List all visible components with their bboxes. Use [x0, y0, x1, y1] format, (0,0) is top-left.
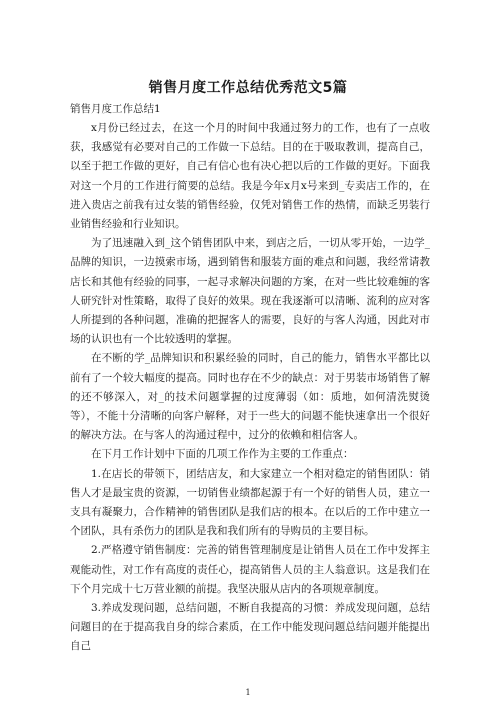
paragraph: 2.严格遵守销售制度：完善的销售管理制度是让销售人员在工作中发挥主观能动性，对工作有高度的责任心，提高销售人员的主人翁意识。这是我们在下个月完成十七万营业额的前提。我坚决服从店内的各项规章制度。 [70, 544, 430, 595]
paragraph: 3.养成发现问题，总结问题，不断自我提高的习惯：养成发现问题，总结问题目的在于提高我自身的综合素质，在工作中能发现问题总结问题并能提出自己 [70, 602, 430, 653]
paragraph: x月份已经过去，在这一个月的时间中我通过努力的工作，也有了一点收获，我感觉有必要对自己的工作做一下总结。目的在于吸取教训，提高自己，以至于把工作做的更好，自己有信心也有决心把以后的工作做的更好。下面我对这一个月的工作进行简要的总结。我是今年x月x号来到_专卖店工作的，在进入贵店之前我有过女装的销售经验，仅凭对销售工作的热情，而缺乏男装行业销售经验和行业知识。 [70, 122, 430, 231]
document-body [70, 119, 430, 657]
document-title: 销售月度工作总结优秀范文5篇 [148, 80, 348, 96]
paragraph: 在不断的学_品牌知识和积累经验的同时，自己的能力，销售水平都比以前有了一个较大幅度的提高。同时也存在不少的缺点：对于男装市场销售了解的还不够深入，对_的技术问题掌握的过度薄弱（如：质地，如何清洗熨烫等），不能十分清晰的向客户解释，对于一些大的问题不能快速拿出一个很好的解决方法。在与客人的沟通过程中，过分的依赖和相信客人。 [70, 352, 430, 442]
paragraph: 在下月工作计划中下面的几项工作作为主要的工作重点： [91, 448, 354, 461]
page-number: 1 [245, 688, 251, 697]
section-heading: 销售月度工作总结1 [70, 103, 161, 115]
paragraph: 1.在店长的带领下，团结店友，和大家建立一个相对稳定的销售团队：销售人才是最宝贵的资源，一切销售业绩都起源于有一个好的销售人员，建立一支具有凝聚力，合作精神的销售团队是我们店的根本。在以后的工作中建立一个团队，具有杀伤力的团队是我和我们所有的导购员的主要目标。 [70, 467, 430, 538]
paragraph: 为了迅速融入到_这个销售团队中来，到店之后，一切从零开始，一边学_品牌的知识，一边摸索市场，遇到销售和服装方面的难点和问题，我经常请教店长和其他有经验的同事，一起寻求解决问题的方案，在对一些比较难缠的客人研究针对性策略，取得了良好的效果。现在我逐渐可以清晰、流利的应对客人所提到的各种问题，准确的把握客人的需要，良好的与客人沟通，因此对市场的认识也有一个比较透明的掌握。 [70, 237, 430, 346]
